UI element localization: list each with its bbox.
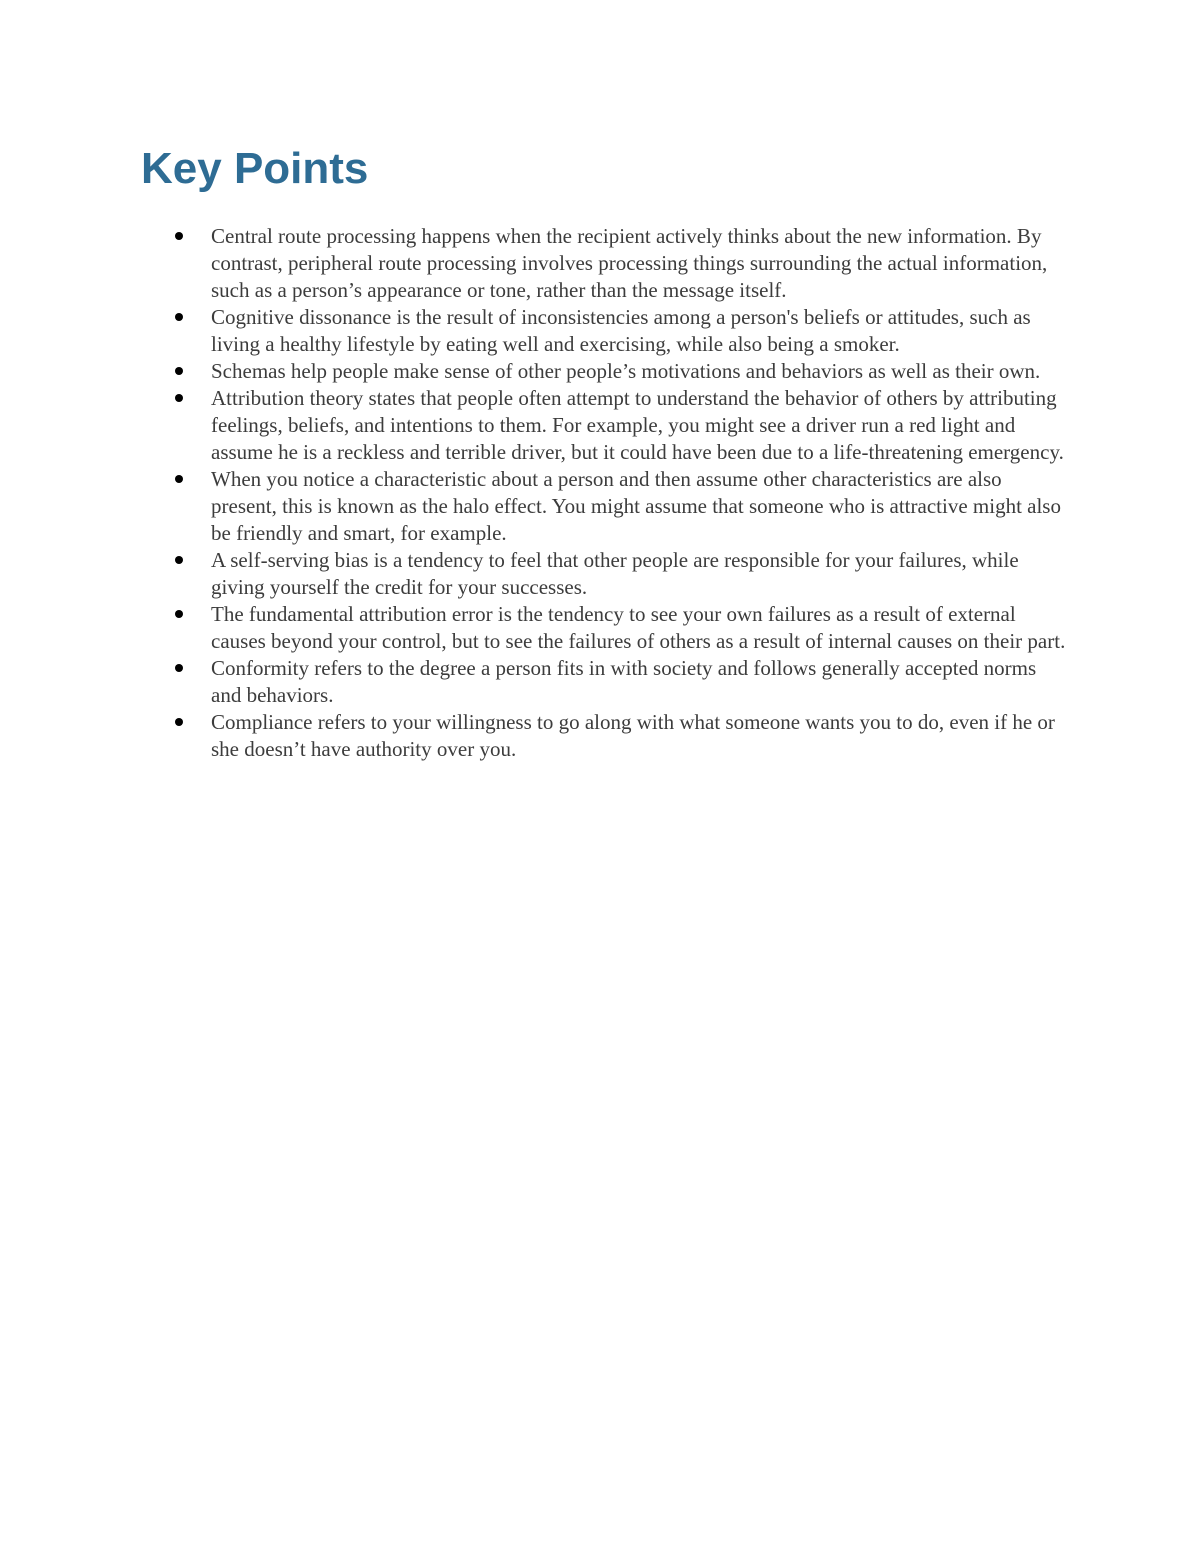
page-title: Key Points bbox=[141, 144, 369, 193]
list-item bbox=[211, 358, 1066, 385]
list-item bbox=[211, 385, 1066, 466]
bullet-icon bbox=[175, 610, 183, 618]
list-item-text: When you notice a characteristic about a person and then assume other characteristics are also present, this is known as the halo effect. You might assume that someone who is attractive might also be friendly and smart, for example. bbox=[211, 467, 1061, 545]
list-item-text: A self-serving bias is a tendency to feel that other people are responsible for your failures, while giving yourself the credit for your successes. bbox=[211, 548, 1019, 599]
list-item bbox=[211, 709, 1066, 763]
bullet-icon bbox=[175, 718, 183, 726]
list-item-text: Schemas help people make sense of other people’s motivations and behaviors as well as their own. bbox=[211, 359, 1041, 383]
bullet-icon bbox=[175, 232, 183, 240]
list-item bbox=[211, 223, 1066, 304]
list-item bbox=[211, 466, 1066, 547]
bullet-icon bbox=[175, 556, 183, 564]
list-item-text: Compliance refers to your willingness to go along with what someone wants you to do, even if he or she doesn’t have authority over you. bbox=[211, 710, 1055, 761]
list-item-text: Attribution theory states that people often attempt to understand the behavior of others by attributing feelings, beliefs, and intentions to them. For example, you might see a driver run a red light and assume he is a reckless and terrible driver, but it could have been due to a life-threatening emergency. bbox=[211, 386, 1064, 464]
bullet-icon bbox=[175, 313, 183, 321]
bullet-icon bbox=[175, 664, 183, 672]
list-item bbox=[211, 655, 1066, 709]
bullet-icon bbox=[175, 367, 183, 375]
list-item-text: Central route processing happens when the recipient actively thinks about the new information. By contrast, peripheral route processing involves processing things surrounding the actual information, such as a person’s appearance or tone, rather than the message itself. bbox=[211, 224, 1048, 302]
list-item-text: Cognitive dissonance is the result of inconsistencies among a person's beliefs or attitudes, such as living a healthy lifestyle by eating well and exercising, while also being a smoker. bbox=[211, 305, 1031, 356]
list-item bbox=[211, 601, 1066, 655]
list-item-text: The fundamental attribution error is the tendency to see your own failures as a result of external causes beyond your control, but to see the failures of others as a result of internal causes on their part. bbox=[211, 602, 1066, 653]
bullet-icon bbox=[175, 475, 183, 483]
key-points-list bbox=[211, 223, 1066, 763]
bullet-icon bbox=[175, 394, 183, 402]
list-item bbox=[211, 547, 1066, 601]
list-item bbox=[211, 304, 1066, 358]
list-item-text: Conformity refers to the degree a person fits in with society and follows generally accepted norms and behaviors. bbox=[211, 656, 1037, 707]
